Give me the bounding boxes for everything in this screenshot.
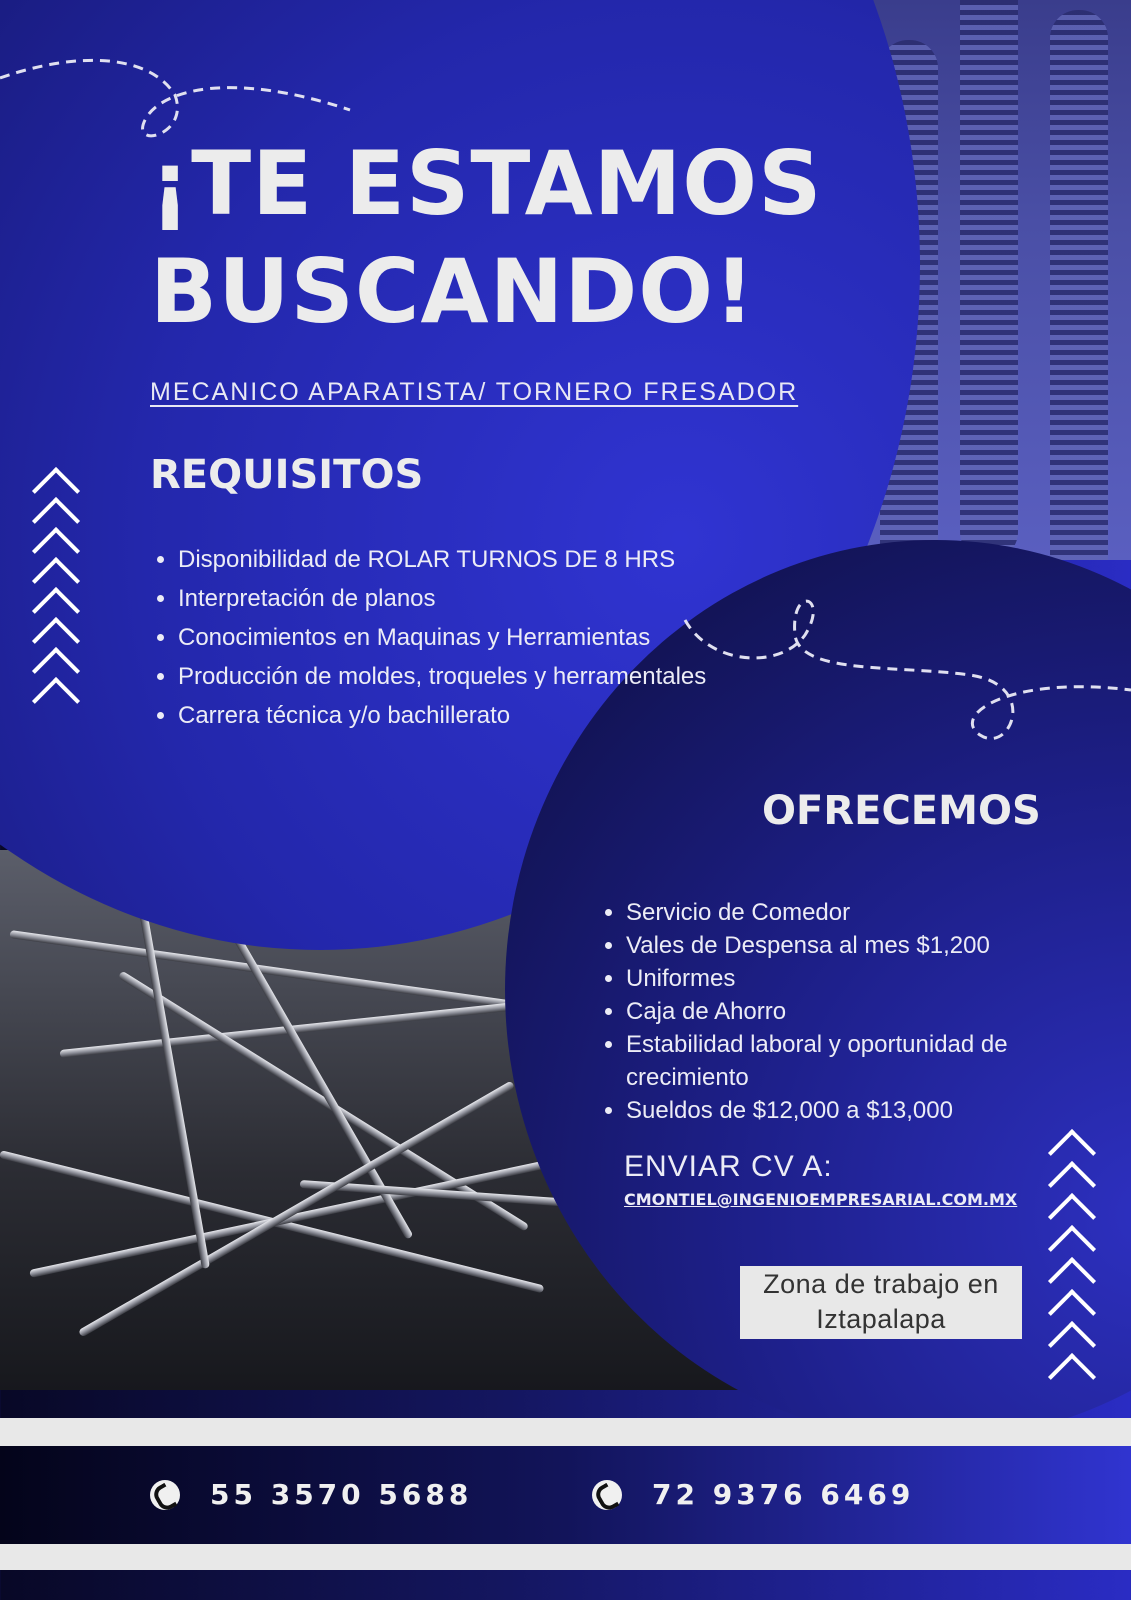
title-line-2: BUSCANDO! [150, 240, 756, 343]
list-item: • Caja de Ahorro [626, 995, 1096, 1028]
ofrecemos-list [602, 896, 1096, 1127]
dashed-swirl-right [680, 595, 1131, 755]
email-link[interactable]: CMONTIEL@INGENIOEMPRESARIAL.COM.MX [624, 1190, 1018, 1209]
footer-divider-top [0, 1418, 1131, 1446]
ofrecemos-heading: OFRECEMOS [762, 788, 1041, 834]
chevron-up-icon [1050, 1150, 1094, 1394]
requisitos-heading: REQUISITOS [150, 452, 424, 498]
list-item: • Servicio de Comedor [626, 896, 1096, 929]
phone-number-2[interactable]: 72 9376 6469 [652, 1478, 915, 1511]
list-item: • Uniformes [626, 962, 1096, 995]
list-item: • Sueldos de $12,000 a $13,000 [626, 1094, 1096, 1127]
title-line-1: ¡TE ESTAMOS [150, 132, 823, 235]
page-title [150, 130, 870, 346]
list-item: • Carrera técnica y/o bachillerato [178, 696, 738, 735]
list-item: • Producción de moldes, troqueles y herramentales [178, 657, 738, 696]
phone-icon [592, 1480, 622, 1510]
chevron-up-icon [34, 488, 78, 718]
requisitos-list [150, 540, 738, 735]
phone-number-1[interactable]: 55 3570 5688 [210, 1478, 473, 1511]
zona-badge: Zona de trabajo en Iztapalapa [740, 1266, 1022, 1339]
list-item: • Interpretación de planos [178, 579, 738, 618]
list-item: • Conocimientos en Maquinas y Herramientas [178, 618, 738, 657]
list-item: • Disponibilidad de ROLAR TURNOS DE 8 HRS [178, 540, 738, 579]
cv-label: ENVIAR CV A: [624, 1150, 833, 1183]
job-subtitle: MECANICO APARATISTA/ TORNERO FRESADOR [150, 378, 799, 406]
footer-divider-bottom [0, 1544, 1131, 1570]
list-item: • Estabilidad laboral y oportunidad de crecimiento [626, 1028, 1096, 1094]
list-item: • Vales de Despensa al mes $1,200 [626, 929, 1096, 962]
phone-icon [150, 1480, 180, 1510]
